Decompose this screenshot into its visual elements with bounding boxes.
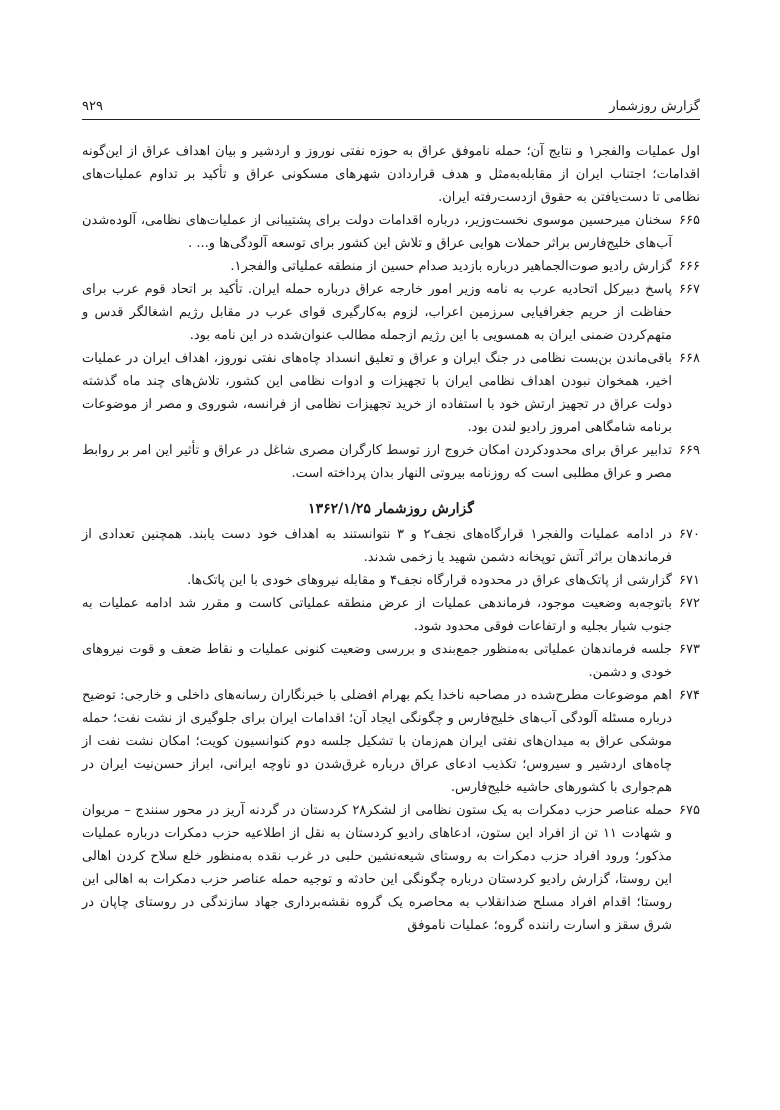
list-item <box>82 255 700 278</box>
list-item <box>82 684 700 799</box>
entry-number: ۶۷۵ <box>679 803 700 818</box>
entry-text: حمله عناصر حزب دمکرات به یک ستون نظامی از لشکر۲۸ کردستان در گردنه آریز در محور سنندج – مریوان و شهادت ۱۱ تن از افراد این ستون، ادعاهای رادیو کردستان به نقل از اطلاعیه حزب دمکرات درباره عملیات مذکور؛ ورود افراد حزب دمکرات به روستای شیعه‌نشین حلبی در غرب نقده به‌منظور خلع سلاح کردن اهالی این روستا، گزارش رادیو کردستان درباره چگونگی این حادثه و توجیه حمله عناصر حزب دمکرات به اهالی این روستا؛ اقدام افراد مسلح ضدانقلاب به محاصره یک گروه نقشه‌برداری جهاد سازندگی در روستای چاپان در شرق سقز و اسارت راننده گروه؛ عملیات ناموفق <box>82 803 673 933</box>
list-item <box>82 347 700 439</box>
entry-text: باقی‌ماندن بن‌بست نظامی در جنگ ایران و عراق و تعلیق انسداد چاه‌های نفتی نوروز، اهداف ایران در عملیات اخیر، همخوان نبودن اهداف نظامی ایران با تجهیزات و ادوات نظامی این کشور، تلاش‌های چند ماه گذشته دولت عراق در تجهیز ارتش خود با استفاده از خرید تجهیزات نظامی از فرانسه، شوروی و مصر از موضوعات برنامه شامگاهی امروز رادیو لندن بود. <box>82 351 672 435</box>
list-item <box>82 799 700 937</box>
entry-text: اهم موضوعات مطرح‌شده در مصاحبه ناخدا یکم بهرام افضلی با خبرنگاران رسانه‌های داخلی و خارجی: توضیح درباره مسئله آلودگی آب‌های خلیج‌فارس و چگونگی ایجاد آن؛ اقدامات ایران برای جلوگیری از نشت نفت؛ حمله موشکی عراق به میدان‌های نفتی ایران هم‌زمان با تشکیل جلسه دوم کنوانسیون کویت؛ امکان نشت نفت از چاه‌های اردشیر و سیروس؛ تکذیب ادعای عراق درباره غرق‌شدن دو ناوچه ایرانی، ابراز حسن‌نیت ایران در هم‌جواری با کشورهای حاشیه خلیج‌فارس. <box>82 688 672 795</box>
entry-text: سخنان میرحسین موسوی نخست‌وزیر، درباره اقدامات دولت برای پشتیبانی از عملیات‌های نظامی، آلوده‌شدن آب‌های خلیج‌فارس براثر حملات هوایی عراق و تلاش این کشور برای توسعه آلودگی‌ها و... . <box>82 213 672 251</box>
continued-paragraph: اول عملیات والفجر۱ و نتایج آن؛ حمله ناموفق عراق به حوزه نفتی نوروز و اردشیر و بیان اهداف عراق از این‌گونه اقدامات؛ اجتناب ایران از مقابله‌به‌مثل و هدف قراردادن شهرهای مسکونی عراق و تأکید بر تداوم عملیات‌های نظامی تا دست‌یافتن به حقوق ازدست‌رفته ایران. <box>82 144 700 205</box>
list-item <box>82 569 700 592</box>
entry-text: گزارشی از پاتک‌های عراق در محدوده قرارگاه نجف۴ و مقابله نیروهای خودی با این پاتک‌ها. <box>187 573 672 588</box>
entry-text: گزارش رادیو صوت‌الجماهیر درباره بازدید صدام حسین از منطقه عملیاتی والفجر۱. <box>230 259 672 274</box>
section-heading: گزارش روزشمار ۱۳۶۲/۱/۲۵ <box>308 501 474 517</box>
list-item <box>82 209 700 255</box>
entry-number: ۶۷۲ <box>679 596 700 611</box>
list-item <box>82 638 700 684</box>
entry-number: ۶۶۷ <box>679 282 700 297</box>
entry-text: در ادامه عملیات والفجر۱ قرارگاه‌های نجف۲ و ۳ نتوانستند به اهداف خود دست یابند. همچنین تعدادی از فرماندهان براثر آتش توپخانه دشمن شهید یا زخمی شدند. <box>82 527 672 565</box>
list-item <box>82 439 700 485</box>
page-number: ۹۲۹ <box>82 99 103 114</box>
entry-text: پاسخ دبیرکل اتحادیه عرب به نامه وزیر امور خارجه عراق درباره حمله ایران. تأکید بر اتحاد قوم عرب برای حفاظت از حریم جغرافیایی سرزمین اعراب، لزوم به‌کارگیری قوای عرب در مقابل رژیم اشغالگر قدس و متهم‌کردن ضمنی ایران به همسویی با این رژیم ازجمله مطالب عنوان‌شده در این نامه بود. <box>82 282 672 343</box>
entry-number: ۶۷۳ <box>679 642 700 657</box>
list-item <box>82 278 700 347</box>
list-item <box>82 592 700 638</box>
entry-text: جلسه فرماندهان عملیاتی به‌منظور جمع‌بندی و بررسی وضعیت کنونی عملیات و نقاط ضعف و قوت نیروهای خودی و دشمن. <box>82 642 673 680</box>
entry-number: ۶۷۴ <box>679 688 700 703</box>
page-body <box>82 140 700 937</box>
entry-number: ۶۶۹ <box>679 443 700 458</box>
entry-number: ۶۷۰ <box>679 527 700 542</box>
header-rule <box>82 119 700 120</box>
entry-number: ۶۶۵ <box>679 213 700 228</box>
entry-text: تدابیر عراق برای محدودکردن امکان خروج ارز توسط کارگران مصری شاغل در عراق و تأثیر این امر بر روابط مصر و عراق مطلبی است که روزنامه بیروتی النهار بدان پرداخته است. <box>82 443 672 481</box>
entry-text: باتوجه‌به وضعیت موجود، فرماندهی عملیات از عرض منطقه عملیاتی کاست و مقرر شد ادامه عملیات به جنوب شیار بجلیه و ارتفاعات فوقی محدود شود. <box>82 596 672 634</box>
entry-number: ۶۶۸ <box>679 351 700 366</box>
entry-number: ۶۷۱ <box>679 573 700 588</box>
entry-number: ۶۶۶ <box>679 259 700 274</box>
list-item <box>82 523 700 569</box>
running-title: گزارش روزشمار <box>609 99 700 114</box>
running-header <box>82 92 700 114</box>
